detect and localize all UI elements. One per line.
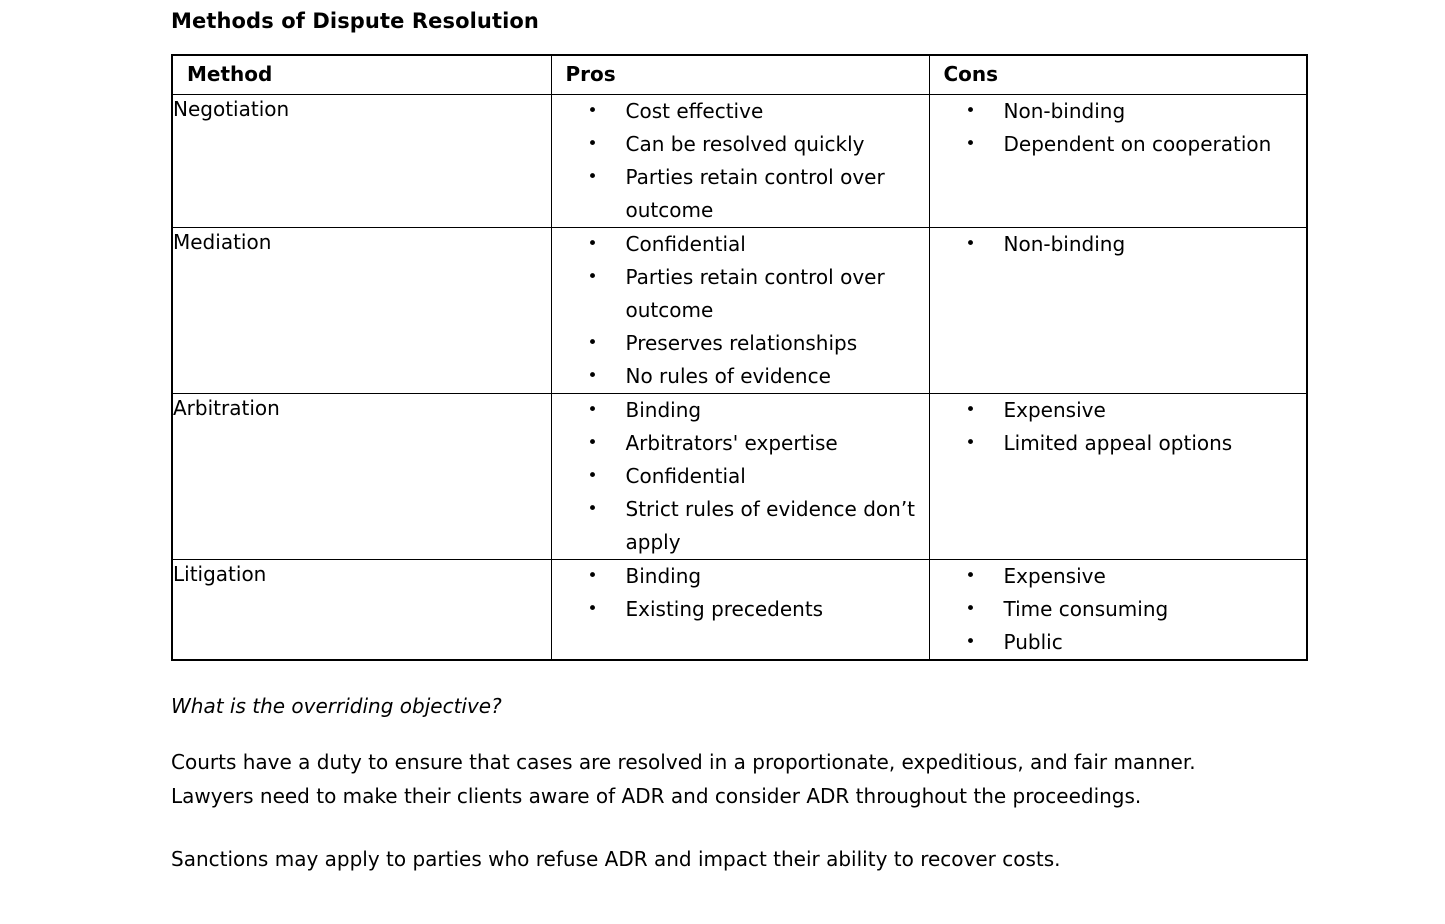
list-item: • Strict rules of evidence don’t apply <box>552 493 929 559</box>
section-question: What is the overriding objective? <box>171 694 502 718</box>
dispute-resolution-table <box>171 54 1308 661</box>
cell-method: Negotiation <box>172 95 551 228</box>
list-item: • No rules of evidence <box>552 360 929 393</box>
list-item: • Expensive <box>930 394 1307 427</box>
cell-cons <box>929 228 1307 394</box>
list-item: • Public <box>930 626 1307 659</box>
list-item: • Binding <box>552 560 929 593</box>
body-paragraph-1: Courts have a duty to ensure that cases are resolved in a proportionate, expeditious, and fair manner. Lawyers need to make their clients aware of ADR and consider ADR throughout the proceedings. <box>171 750 1196 808</box>
list-item: • Non-binding <box>930 95 1307 128</box>
list-item: • Preserves relationships <box>552 327 929 360</box>
list-item: • Dependent on cooperation <box>930 128 1307 161</box>
list-item: • Confidential <box>552 460 929 493</box>
list-item: • Cost effective <box>552 95 929 128</box>
list-item: • Limited appeal options <box>930 427 1307 460</box>
list-item: • Can be resolved quickly <box>552 128 929 161</box>
cell-cons <box>929 95 1307 228</box>
cell-pros <box>551 228 929 394</box>
cell-pros <box>551 560 929 661</box>
column-header-cons: Cons <box>929 55 1307 95</box>
cell-pros <box>551 394 929 560</box>
list-item: • Parties retain control over outcome <box>552 261 929 327</box>
cell-cons <box>929 394 1307 560</box>
list-item: • Arbitrators' expertise <box>552 427 929 460</box>
list-item: • Expensive <box>930 560 1307 593</box>
page-title: Methods of Dispute Resolution <box>171 9 539 33</box>
list-item: • Time consuming <box>930 593 1307 626</box>
cons-list <box>930 95 1307 161</box>
list-item: • Binding <box>552 394 929 427</box>
cell-method: Arbitration <box>172 394 551 560</box>
list-item: • Confidential <box>552 228 929 261</box>
pros-list <box>552 560 929 626</box>
cell-pros <box>551 95 929 228</box>
pros-list <box>552 394 929 559</box>
table-row <box>172 560 1307 661</box>
table-row <box>172 394 1307 560</box>
cell-method: Litigation <box>172 560 551 661</box>
body-paragraph-2: Sanctions may apply to parties who refuse ADR and impact their ability to recover costs. <box>171 847 1061 871</box>
pros-list <box>552 228 929 393</box>
column-header-pros: Pros <box>551 55 929 95</box>
cons-list <box>930 394 1307 460</box>
cons-list <box>930 560 1307 659</box>
cons-list <box>930 228 1307 261</box>
column-header-method: Method <box>172 55 551 95</box>
list-item: • Non-binding <box>930 228 1307 261</box>
table-row <box>172 228 1307 394</box>
cell-method: Mediation <box>172 228 551 394</box>
table-header-row <box>172 55 1307 95</box>
table-row <box>172 95 1307 228</box>
pros-list <box>552 95 929 227</box>
list-item: • Existing precedents <box>552 593 929 626</box>
cell-cons <box>929 560 1307 661</box>
list-item: • Parties retain control over outcome <box>552 161 929 227</box>
